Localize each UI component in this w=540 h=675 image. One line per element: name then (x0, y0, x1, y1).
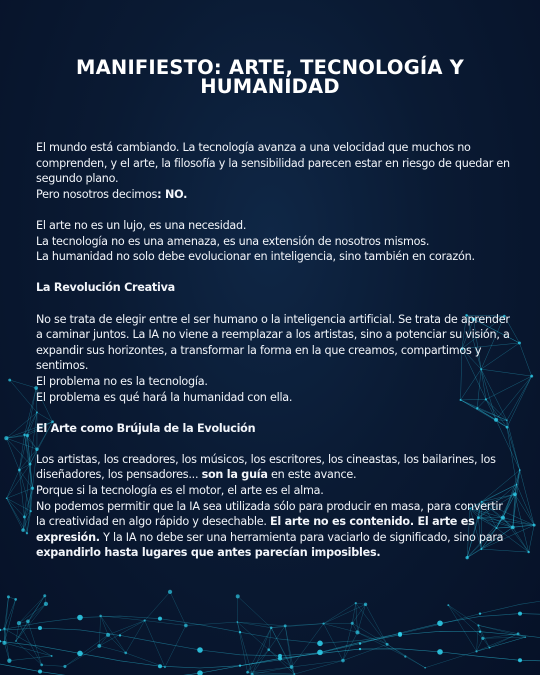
ai-usage-paragraph (36, 499, 510, 561)
art-expression-emphasis: El arte no es contenido. El arte es expresión. (36, 515, 475, 544)
artists-emphasis: son la guía (201, 468, 268, 482)
intro-statement-text: Pero nosotros decimos (36, 187, 158, 201)
intro-statement-emphasis: : NO. (157, 187, 188, 201)
artists-text-end: en este avance. (267, 468, 357, 482)
section-heading-art-compass: El Arte como Brújula de la Evolución (36, 421, 256, 435)
page-title: MANIFIESTO: ARTE, TECNOLOGÍA Y HUMANIDAD (76, 56, 464, 98)
ai-usage-text: No podemos permitir que la IA sea utilizada sólo para producir en masa, para convertir la creatividad en algo rápido y desechable. (36, 499, 503, 529)
statement-humanity: La humanidad no solo debe evolucionar en inteligencia, sino también en corazón. (36, 250, 475, 264)
problem-technology: El problema no es la tecnología. (36, 374, 208, 388)
artists-text: Los artistas, los creadores, los músicos, los escritores, los cineastas, los bailarines, los diseñadores, los pensadores... (36, 452, 496, 482)
engine-soul-line: Porque si la tecnología es el motor, el arte es el alma. (36, 484, 324, 498)
manifesto-body (36, 140, 510, 561)
intro-paragraph: El mundo está cambiando. La tecnología avanza a una velocidad que muchos no comprenden, y el arte, la filosofía y la sensibilidad parecen estar en riesgo de quedar en segundo plano. (36, 141, 510, 186)
statement-art: El arte no es un lujo, es una necesidad. (36, 218, 247, 232)
intro-statement (36, 187, 510, 203)
artists-paragraph (36, 452, 510, 483)
statement-technology: La tecnología no es una amenaza, es una extensión de nosotros mismos. (36, 234, 430, 248)
ai-usage-text-mid: Y la IA no debe ser una herramienta para vaciarlo de significado, sino para (99, 530, 504, 544)
creative-revolution-paragraph: No se trata de elegir entre el ser humano o la inteligencia artificial. Se trata de aprender a caminar juntos. La IA no viene a reemplazar a los artistas, sino a potenciar su visión, a expandir sus horizontes, a transformar la forma en la que creamos, compartimos y sentimos. (36, 312, 510, 373)
expand-emphasis: expandirlo hasta lugares que antes parecían imposibles. (36, 546, 381, 560)
problem-humanity: El problema es qué hará la humanidad con ella. (36, 390, 293, 404)
section-heading-creative-revolution: La Revolución Creativa (36, 281, 175, 295)
